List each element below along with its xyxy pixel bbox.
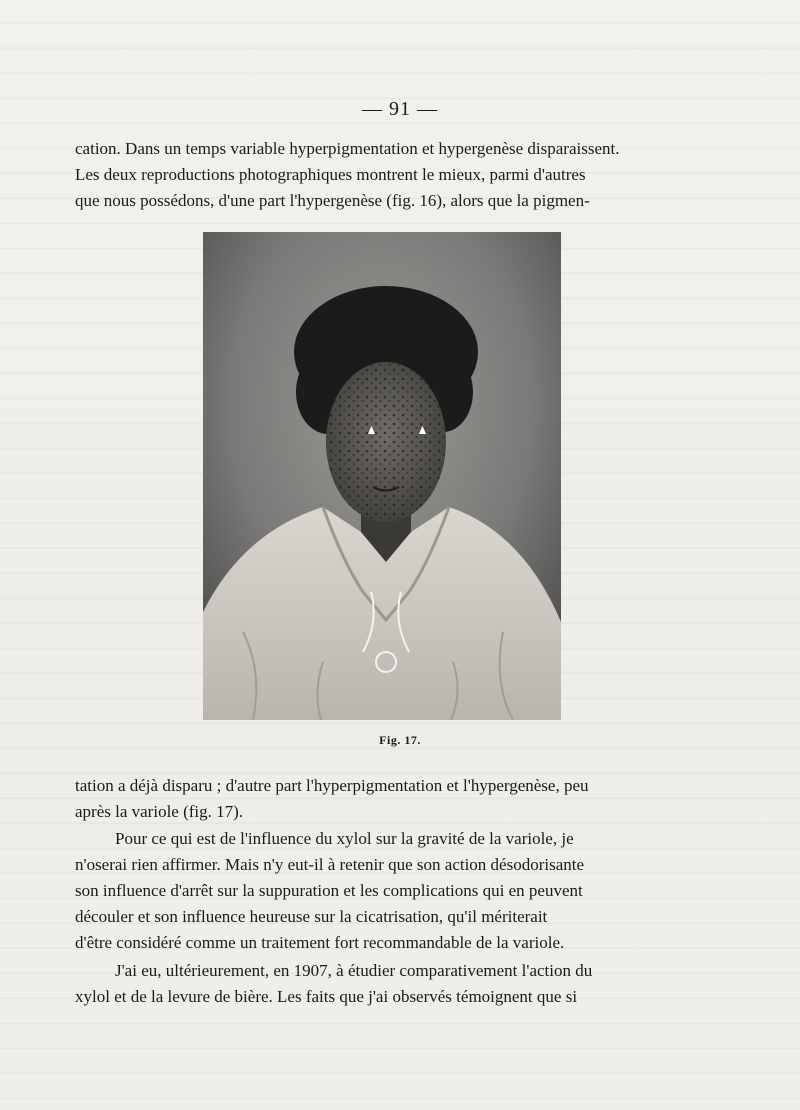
text-line: xylol et de la levure de bière. Les faits que j'ai observés témoignent que si xyxy=(75,987,578,1006)
figure-caption: Fig. 17. xyxy=(379,733,421,747)
text-line: n'oserai rien affirmer. Mais n'y eut-il à retenir que son action désodorisante xyxy=(75,855,585,874)
paragraph-after-figure xyxy=(75,773,693,825)
paragraph-top xyxy=(75,136,693,214)
paragraph-xylol xyxy=(75,826,693,956)
text-line: Pour ce qui est de l'influence du xylol sur la gravité de la variole, je xyxy=(115,829,574,848)
text-line: après la variole (fig. 17). xyxy=(75,802,244,821)
text-line: tation a déjà disparu ; d'autre part l'hyperpigmentation et l'hypergenèse, peu xyxy=(75,776,589,795)
page-number: — 91 — xyxy=(362,98,438,120)
text-line: d'être considéré comme un traitement fort recommandable de la variole. xyxy=(75,933,565,952)
text-line: son influence d'arrêt sur la suppuration et les complications qui en peuvent xyxy=(75,881,583,900)
text-line: cation. Dans un temps variable hyperpigmentation et hypergenèse disparaissent. xyxy=(75,139,620,158)
text-line: que nous possédons, d'une part l'hypergenèse (fig. 16), alors que la pigmen- xyxy=(75,191,590,210)
text-line: Les deux reproductions photographiques montrent le mieux, parmi d'autres xyxy=(75,165,586,184)
portrait-photo xyxy=(203,232,561,720)
text-line: J'ai eu, ultérieurement, en 1907, à étudier comparativement l'action du xyxy=(115,961,593,980)
figure-photograph xyxy=(203,232,561,720)
text-line: découler et son influence heureuse sur la cicatrisation, qu'il mériterait xyxy=(75,907,548,926)
paragraph-last xyxy=(75,958,693,1010)
